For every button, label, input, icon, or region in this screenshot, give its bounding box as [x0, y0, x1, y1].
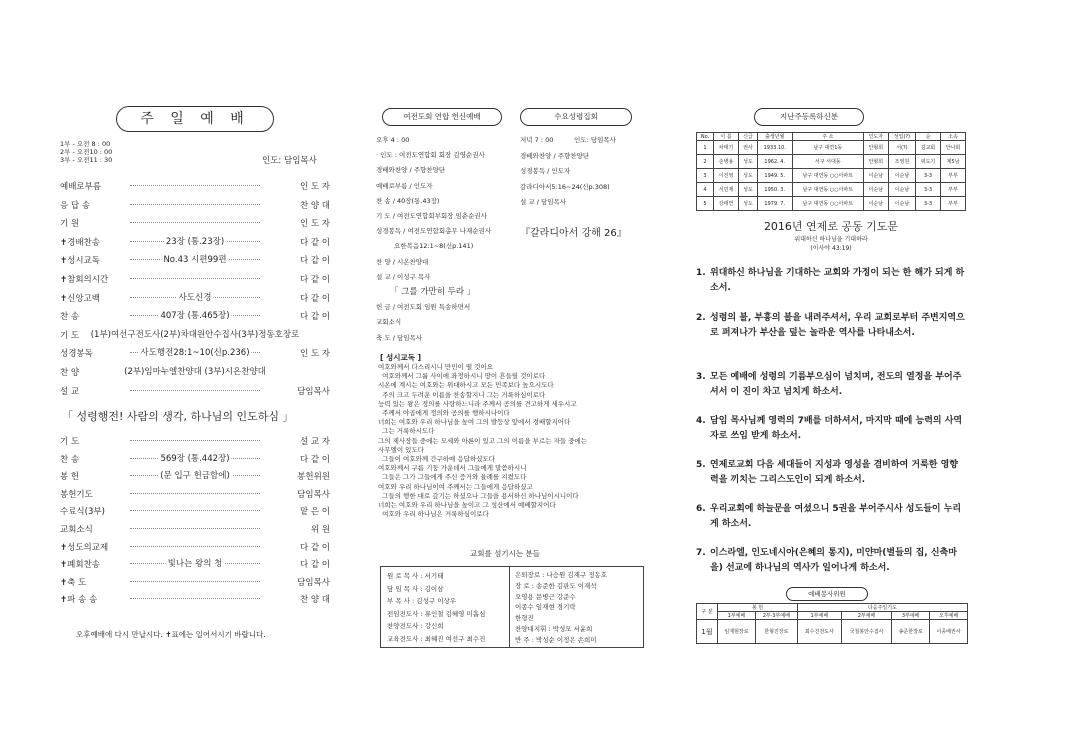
newcomer-cell: 부부	[940, 197, 965, 211]
wed-passage: 갈라디아서5:16~24(신p.308)	[520, 182, 610, 191]
staff-line: 반 주 : 박성순 이정은 손희미	[515, 635, 597, 644]
prayer-number: 5.	[696, 460, 706, 470]
order-dots	[130, 510, 260, 511]
newcomer-header: 이 름	[714, 133, 739, 141]
order-label: 설 교	[60, 386, 80, 397]
newcomer-cell: 김교회	[916, 141, 941, 155]
reading-line: 여호와 우리 하나님이여 주께서는 그들에게 응답하셨고	[378, 482, 533, 491]
reading-line: 시온에 계시는 여호와는 위대하시고 모든 민족보다 높으시도다	[378, 381, 554, 390]
leader-label: 인도: 담임목사	[262, 156, 317, 166]
service-cell: 이종배권사	[930, 620, 968, 644]
order-label: 봉헌기도	[60, 489, 93, 500]
order-label: ✝성시교독	[60, 256, 100, 267]
order-row	[60, 217, 330, 229]
staff-line: 은퇴장로 : 나승원 김재구 정동호	[515, 571, 608, 579]
wed-sermon-title: 『갈라디아서 강해 26』	[520, 228, 627, 239]
order-dots	[130, 440, 260, 441]
order-performer: 다 같 이	[299, 275, 330, 285]
order-dots	[130, 204, 260, 205]
newcomer-header: 인도자	[863, 133, 888, 141]
order-row	[60, 254, 330, 266]
prayer-item	[696, 311, 966, 341]
order-performer: 다 같 이	[299, 237, 330, 248]
responsive-reading	[378, 363, 640, 519]
order-dots	[130, 390, 260, 391]
order-detail: 23장 (통.23장)	[165, 236, 225, 247]
reading-line: 그의 제사장들 중에는 모세와 아론이 있고 그의 이름을 부르는 자들 중에는	[378, 436, 588, 445]
newcomer-cell: 1	[697, 141, 714, 155]
order-row	[60, 236, 330, 248]
newcomer-cell: 이순남	[863, 169, 888, 183]
order-row	[60, 558, 330, 570]
prayer-number: 2.	[696, 313, 706, 323]
order-detail: (2부)임마누엘찬양대 (3부)시온찬양대	[124, 367, 266, 377]
newcomer-cell: 3-3	[916, 183, 941, 197]
staff-line: 원 로 목 사 : 서기태	[387, 572, 444, 580]
evening-service	[376, 133, 516, 346]
order-label: ✝신앙고백	[60, 293, 100, 304]
service-subheader: 오후예배	[930, 612, 968, 620]
ev-choir: 찬 양 / 시온찬양대	[376, 257, 429, 266]
order-dots	[90, 329, 300, 340]
order-label: ✝성도의교제	[60, 542, 109, 553]
reading-line: 여호와께서 다스리시니 만민이 떨 것이요	[378, 363, 494, 371]
newcomer-header: 출생년월	[757, 133, 792, 141]
order-row	[60, 366, 330, 378]
ev-leader: · 인도 : 여전도연합회 회장 김영순권사	[376, 151, 485, 160]
time-2: 2부 - 오전10 : 00	[60, 148, 113, 156]
newcomer-cell: 1962. 4.	[757, 155, 792, 169]
order-label: ✝경배찬송	[60, 237, 100, 248]
newcomer-cell: 서(?)	[888, 141, 915, 155]
order-performer: 찬 양 대	[299, 200, 330, 211]
newcomer-cell: 남구 대연동 ○○아파트	[792, 183, 863, 197]
newcomer-cell: 3	[697, 169, 714, 183]
order-row	[60, 199, 330, 211]
order-performer: 다 같 이	[299, 312, 330, 323]
service-cell: 임재현장로	[718, 620, 756, 644]
ev-news: 교회소식	[376, 318, 402, 327]
prayer-item	[696, 502, 966, 532]
order-performer: 인 도 자	[299, 349, 330, 360]
service-header: 다음주일기도	[797, 604, 967, 612]
newcomer-cell: 제5남	[940, 155, 965, 169]
newcomer-header: 신급	[739, 133, 758, 141]
order-dots	[130, 493, 260, 494]
staff-line: 장 로 : 송준한 김판도 이재석	[515, 581, 597, 590]
staff-line: 이종수 임재현 경기락	[515, 603, 576, 612]
order-performer: 설 교 자	[299, 437, 330, 447]
newcomer-cell: 서민제	[714, 183, 739, 197]
reading-line: 그들이 여호와께 간구하매 응답하셨도다	[378, 455, 496, 464]
order-dots	[130, 185, 260, 186]
staff-title: 교회를 섬기시는 분들	[470, 549, 540, 558]
prayer-text: 담임 목사님께 영력의 7배를 더하셔서, 마지막 때에 능력의 사역자로 쓰임 받게 하소서.	[710, 416, 963, 441]
staff-line: 교육전도사 : 최혜진 여선구 최수진	[387, 634, 486, 643]
newcomer-cell: 3-3	[916, 169, 941, 183]
order-performer: 다 같 이	[299, 293, 330, 304]
order-performer: 위 원	[310, 525, 330, 535]
service-cell: 송준한장로	[892, 620, 930, 644]
newcomer-cell: 3-3	[916, 197, 941, 211]
service-times	[60, 140, 112, 164]
order-performer: 맡 은 이	[299, 507, 330, 518]
order-label: ✝파 송 송	[60, 595, 98, 606]
prayer-number: 1.	[696, 268, 706, 278]
order-dots	[130, 471, 260, 482]
ev-sermon-title: 「 그를 가만히 두라 」	[390, 287, 476, 298]
ev-time: 오후 4 : 00	[376, 136, 410, 144]
service-subheader: 3부예배	[892, 612, 930, 620]
order-row	[60, 505, 330, 517]
newcomer-header: 순	[916, 133, 941, 141]
service-subheader: 2부예배	[841, 612, 891, 620]
order-row	[60, 453, 330, 465]
reading-line: 너희는 여호와 우리 하나님을 높여 그의 발등상 앞에서 경배할지어다	[378, 418, 571, 427]
prayer-item	[696, 370, 966, 400]
newcomer-row	[697, 183, 966, 197]
service-subheader: 1부예배	[797, 612, 841, 620]
service-table	[696, 603, 968, 644]
prayer-text: 연제로교회 다음 세대들이 지성과 영성을 겸비하여 거룩한 영향력을 끼치는 그리스도인이 되게 하소서.	[710, 460, 958, 485]
order-performer: 담임목사	[297, 386, 330, 397]
order-detail: 빛나는 왕의 청	[167, 559, 223, 570]
newcomer-cell: 강태연	[714, 197, 739, 211]
prayer-item	[696, 546, 966, 576]
wednesday-service	[520, 133, 660, 211]
prayer-sub1: 위대하신 하나님을 기대하라	[794, 236, 868, 243]
newcomer-cell: 5	[697, 197, 714, 211]
prayer-item	[696, 266, 966, 296]
order-performer: 다 같 이	[299, 454, 330, 465]
order-label: 봉 헌	[60, 472, 80, 483]
reading-line: 주께서 야곱에게 정의와 공의를 행하시나이다	[378, 409, 510, 418]
newcomer-cell: 이순남	[888, 197, 915, 211]
newcomer-cell: 이순남	[888, 183, 915, 197]
order-row	[60, 310, 330, 322]
order-dots	[130, 222, 260, 223]
order-row	[60, 523, 330, 535]
reading-line: 여호와 우리 하나님은 거룩하심이로다	[378, 510, 489, 519]
newcomer-header: No.	[697, 133, 714, 141]
order-dots	[130, 581, 260, 582]
staff-line: 찬양전도사 : 강신희	[387, 622, 444, 630]
service-cell: 국철봉안수집사	[841, 620, 891, 644]
order-label: 예배로부름	[60, 182, 102, 192]
sermon-title: 「 성령행전! 사람의 생각, 하나님의 인도하심 」	[62, 410, 294, 423]
newcomer-cell: 2	[697, 155, 714, 169]
order-performer: 봉헌위원	[297, 472, 330, 483]
wed-reading: 성경봉독 / 인도자	[520, 167, 571, 175]
wed-time: 저녁 7 : 00 인도: 담임목사	[520, 136, 616, 144]
order-label: 기 도	[60, 330, 80, 341]
newcomer-row	[697, 141, 966, 155]
reading-line: 너희는 여호와 우리 하나님을 높이고 그 성산에서 예배할지어다	[378, 501, 556, 510]
staff-line: 부 목 사 : 김성구 이상우	[387, 597, 457, 605]
ev-hymn: 찬 송 / 40장(통.43장)	[376, 196, 440, 205]
order-row	[60, 180, 330, 192]
service-cell: 1월	[697, 620, 718, 644]
reading-line: 그들은 그가 그들에게 주신 증거와 율례를 지켰도다	[378, 473, 527, 482]
order-dots	[130, 311, 260, 322]
service-cell: 한형진장로	[755, 620, 797, 644]
order-label: 기 원	[60, 219, 80, 230]
newcomer-row	[697, 155, 966, 169]
newcomer-cell: 조영원	[888, 155, 915, 169]
order-label: 기 도	[60, 437, 80, 447]
newcomer-cell: 부부	[940, 169, 965, 183]
reading-line: 그는 거룩하시도다	[378, 427, 435, 436]
prayer-text: 위대하신 하나님을 기대하는 교회와 가정이 되는 한 해가 되게 하소서.	[710, 268, 965, 293]
prayer-sub2: (이사야 43:19)	[810, 245, 852, 252]
order-label: 찬 송	[60, 454, 80, 465]
newcomer-cell: 이순남	[888, 169, 915, 183]
prayer-text: 성령의 불, 부흥의 불을 내려주셔서, 우리 교회로부터 주변지역으로 퍼져나가 부산을 덮는 놀라운 역사를 나타내소서.	[710, 313, 965, 338]
newcomer-cell: 위도기	[916, 155, 941, 169]
reading-title: [ 성시교독 ]	[380, 353, 422, 362]
order-label: 성경봉독	[60, 349, 93, 360]
service-subheader: 1부예배	[718, 612, 756, 620]
ev-passage: 요한복음12:1~8(신p.141)	[394, 242, 474, 251]
newcomer-cell: 부부	[940, 183, 965, 197]
reading-line: 그들의 행한 대로 갚기는 하셨으나 그들을 용서하신 하나님이시니이다	[378, 491, 579, 500]
newcomer-cell: 손병용	[714, 155, 739, 169]
order-detail: 사도신경	[178, 292, 212, 303]
order-row	[60, 488, 330, 500]
ev-offering: 헌 금 / 여전도회 임원 특송하면서	[376, 303, 471, 312]
wednesday-header: 수요성령집회	[520, 108, 632, 126]
newcomer-cell: 남구 대연동 ○○아파트	[792, 169, 863, 183]
order-dots	[130, 348, 260, 359]
newcomer-cell: 1950. 3.	[757, 183, 792, 197]
prayer-text: 이스라엘, 인도네시아(은혜의 통지), 미얀마(별들의 집, 신축마을) 선교에 하나님의 역사가 일어나게 하소서.	[710, 548, 957, 573]
order-row	[60, 470, 330, 482]
wed-sermon: 설 교 / 담임목사	[520, 198, 567, 206]
order-row	[60, 576, 330, 588]
order-dots	[124, 367, 266, 377]
order-row	[60, 435, 330, 447]
prayer-number: 3.	[696, 372, 706, 382]
order-label: ✝폐회찬송	[60, 560, 100, 571]
newcomer-cell: 권사	[739, 141, 758, 155]
prayer-number: 7.	[696, 548, 706, 558]
order-row	[60, 273, 330, 285]
order-performer: 다 같 이	[299, 542, 330, 553]
order-detail: 사도행전28:1~10(신p.236)	[140, 348, 250, 359]
prayer-item	[696, 458, 966, 488]
newcomer-row	[697, 197, 966, 211]
newcomer-cell: 1933.10.	[757, 141, 792, 155]
order-detail: (문 입구 헌금함에)	[160, 471, 230, 482]
order-label: 찬 양	[60, 368, 80, 378]
newcomer-cell: 차태기	[714, 141, 739, 155]
staff-box	[380, 566, 644, 648]
prayer-text: 우리교회에 하늘문을 여셨으니 5권을 부어주시사 성도들이 누리게 하소서.	[710, 504, 962, 529]
order-dots	[130, 453, 260, 464]
order-performer: 찬 양 대	[299, 595, 330, 606]
newcomer-cell: 성도	[739, 155, 758, 169]
order-performer: 인 도 자	[299, 182, 330, 192]
newcomer-cell: 안형희	[863, 155, 888, 169]
ev-benediction: 축 도 / 담임목사	[376, 333, 423, 342]
order-detail: (1부)여선구전도사(2부)차대원안수집사(3부)정동호장로	[90, 329, 300, 340]
newcomer-cell: 성도	[739, 169, 758, 183]
prayer-item	[696, 414, 966, 444]
service-header: 봉 헌	[718, 604, 798, 612]
order-label: ✝참회의시간	[60, 275, 109, 285]
order-dots	[130, 598, 260, 599]
ev-reading: 성경봉독 / 여전도연합회총무 나재순권사	[376, 227, 492, 236]
prayer-text: 모든 예배에 성령의 기름부으심이 넘치며, 전도의 열정을 부어주셔서 이 진이 차고 넘치게 하소서.	[710, 372, 962, 397]
staff-line: 전임전도사 : 류인철 김혜영 미홉심	[387, 609, 486, 618]
order-label: 찬 송	[60, 312, 80, 323]
newcomer-header: 주 소	[792, 133, 863, 141]
reading-line: 주의 크고 두려운 이름을 찬송할지니 그는 거룩하심이로다	[378, 390, 546, 399]
order-performer: 다 같 이	[299, 256, 330, 267]
order-row	[60, 347, 330, 359]
staff-line: 담 임 목 사 : 김이삼	[387, 584, 444, 593]
staff-line: 한형진	[515, 614, 534, 623]
newcomer-cell: 이순남	[863, 183, 888, 197]
ev-call: 예배로부름 / 인도자	[376, 181, 433, 190]
reading-line: 능력 있는 왕은 정의를 사랑하느니라 주께서 공의를 견고하게 세우시고	[378, 399, 577, 408]
order-dots	[130, 559, 260, 570]
order-label: 응 답 송	[60, 200, 91, 211]
newcomer-cell: 이순남	[863, 197, 888, 211]
order-detail: 569장 (통.442장)	[160, 453, 230, 464]
time-3: 3부 - 오전11 : 30	[60, 156, 113, 164]
ev-prayer: 기 도 / 여전도연합회부회장 임춘순권사	[376, 212, 487, 221]
order-dots	[130, 255, 260, 266]
order-dots	[130, 292, 260, 303]
newcomer-cell: 서구 서대동	[792, 155, 863, 169]
order-label: 수료식(3부)	[60, 507, 105, 518]
prayer-title-text: 2016년 연제로 공동 기도문	[763, 220, 899, 233]
service-header: 구 분	[697, 604, 718, 620]
order-dots	[130, 278, 260, 279]
order-detail: No.43 시편99편	[163, 255, 227, 266]
staff-line: 찬양대지휘 : 박성모 서윤희	[515, 624, 593, 633]
order-row	[60, 292, 330, 304]
reading-line: 사무엘이 있도다	[378, 445, 425, 454]
newcomer-cell: 남구 대연동 ○○아파트	[792, 197, 863, 211]
newcomer-cell: 1979. 7.	[757, 197, 792, 211]
staff-right	[515, 570, 607, 646]
newcomer-cell: 1949. 5.	[757, 169, 792, 183]
service-cell: 최수진전도사	[797, 620, 841, 644]
order-dots	[130, 528, 260, 529]
order-label: ✝축 도	[60, 577, 87, 588]
newcomer-cell: 성도	[739, 183, 758, 197]
newcomer-header: 성입(?)	[888, 133, 915, 141]
ev-praise: 경배와찬양 / 주향찬양단	[376, 166, 446, 175]
service-committee-title: 예배봉사위원	[786, 587, 868, 601]
prayer-number: 4.	[696, 416, 706, 426]
reading-line: 여호와께서 그룹 사이에 좌정하시니 땅이 흔들릴 것이로다	[378, 372, 546, 381]
order-row	[60, 329, 330, 341]
main-service-title: 주 일 예 배	[116, 106, 274, 132]
reading-line: 여호와께서 구름 기둥 가운데서 그들에게 말씀하시니	[378, 464, 527, 473]
order-row	[60, 541, 330, 553]
ev-sermon: 설 교 / 이성구 목사	[376, 272, 431, 281]
staff-left	[387, 570, 485, 645]
service-subheader: 2부·3부예배	[755, 612, 797, 620]
order-performer: 인 도 자	[299, 219, 330, 230]
left-footer: 오후예배에 다시 만납시다. ✝표에는 일어서시기 바랍니다.	[76, 630, 266, 639]
wed-praise: 경배와찬양 / 주향찬양단	[520, 151, 590, 160]
order-label: 교회소식	[60, 525, 93, 535]
order-performer: 담임목사	[297, 489, 330, 500]
service-row	[697, 620, 968, 644]
order-dots	[130, 546, 260, 547]
women-service-header: 여전도회 연합 헌신예배	[382, 108, 502, 126]
staff-line: 오영용 문병근 강준수	[515, 592, 576, 601]
newcomer-cell: 안형희	[863, 141, 888, 155]
newcomer-cell: 성도	[739, 197, 758, 211]
newcomer-cell: 안나회	[940, 141, 965, 155]
prayer-number: 6.	[696, 504, 706, 514]
order-performer: 담임목사	[297, 577, 330, 588]
newcomer-cell: 4	[697, 183, 714, 197]
order-performer: 다 같 이	[299, 560, 330, 571]
order-detail: 407장 (통.465장)	[160, 311, 230, 322]
order-row	[60, 593, 330, 605]
time-1: 1부 - 오전 8 : 00	[60, 140, 111, 148]
newcomer-table	[696, 132, 966, 211]
newcomer-row	[697, 169, 966, 183]
order-dots	[130, 236, 260, 247]
newcomer-title: 지난주등록하신분	[754, 108, 864, 126]
newcomer-cell: 이진영	[714, 169, 739, 183]
newcomer-header: 소속	[940, 133, 965, 141]
order-row	[60, 385, 330, 397]
newcomer-cell: 남구 대연1동	[792, 141, 863, 155]
